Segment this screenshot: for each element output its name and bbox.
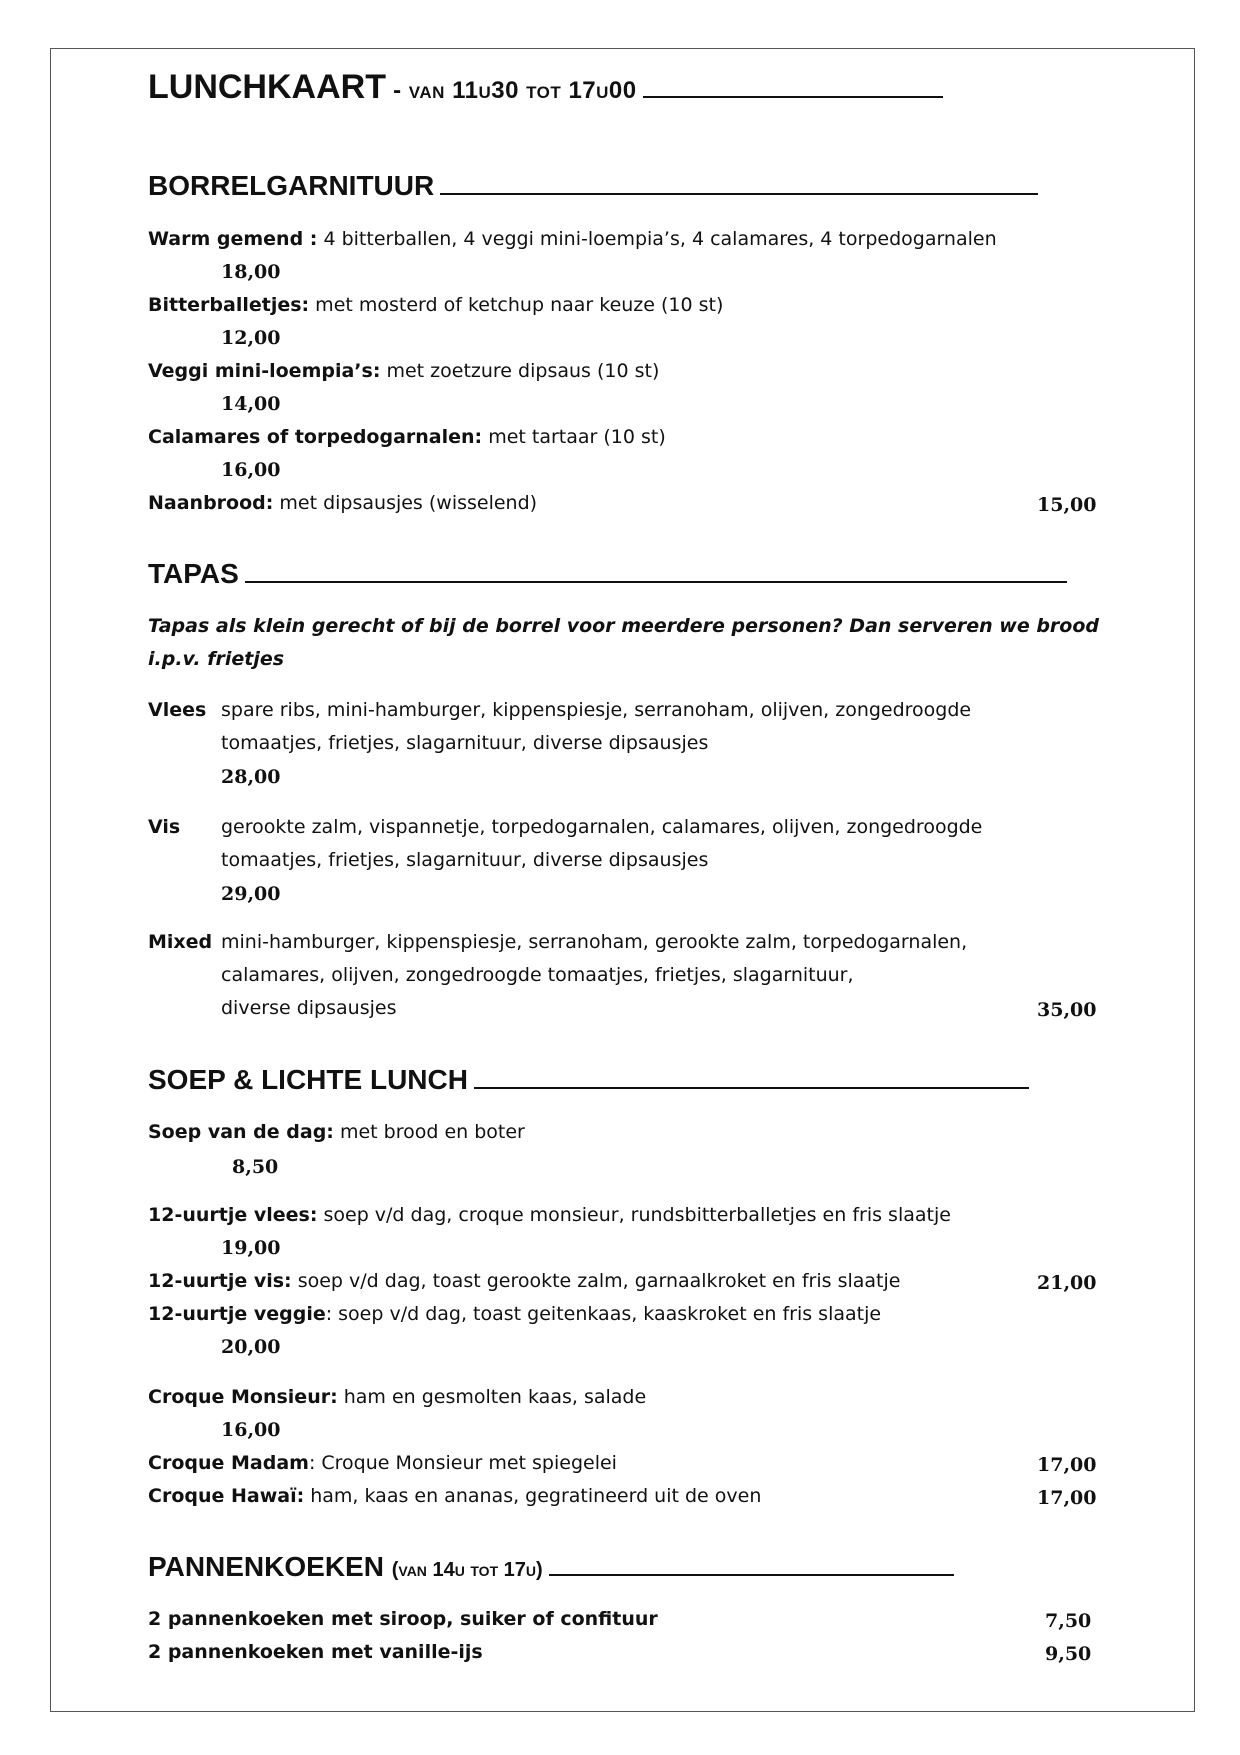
menu-item (148, 360, 659, 382)
section-heading-borrel (148, 170, 1038, 202)
item-price: 28,00 (221, 766, 281, 788)
item-desc: 4 bitterballen, 4 veggi mini-loempia’s, 4 calamares, 4 torpedogarnalen (317, 228, 997, 250)
item-price: 18,00 (221, 261, 281, 283)
item-desc: ham, kaas en ananas, gegratineerd uit de oven (304, 1485, 762, 1507)
item-price: 16,00 (221, 1419, 281, 1441)
item-name: Naanbrood: (148, 492, 274, 514)
item-desc: tomaatjes, frietjes, slagarnituur, diverse dipsausjes (221, 732, 709, 754)
item-name: 2 pannenkoeken met vanille-ijs (148, 1641, 483, 1663)
heading-text: SOEP & LICHTE LUNCH (148, 1064, 468, 1095)
item-name: Croque Monsieur: (148, 1386, 338, 1408)
item-price: 16,00 (221, 459, 281, 481)
item-desc: met zoetzure dipsaus (10 st) (380, 360, 660, 382)
item-desc: : soep v/d dag, toast geitenkaas, kaaskroket en fris slaatje (325, 1303, 882, 1325)
item-name: Warm gemend : (148, 228, 318, 250)
item-name: Croque Madam (148, 1452, 309, 1474)
menu-item (148, 1270, 900, 1292)
item-desc: met mosterd of ketchup naar keuze (10 st) (309, 294, 724, 316)
section-heading-pannenkoeken (148, 1551, 954, 1583)
menu-item (148, 426, 666, 448)
item-name: Veggi mini-loempia’s: (148, 360, 381, 382)
item-desc: : Croque Monsieur met spiegelei (308, 1452, 617, 1474)
menu-item (148, 1608, 658, 1630)
heading-text: PANNENKOEKEN (148, 1551, 384, 1582)
menu-item (148, 1303, 881, 1325)
section-heading-soep (148, 1064, 1029, 1096)
heading-text: TAPAS (148, 558, 239, 589)
item-price: 19,00 (221, 1237, 281, 1259)
item-desc: met brood en boter (333, 1121, 525, 1143)
item-name: Calamares of torpedogarnalen: (148, 426, 483, 448)
item-desc: tomaatjes, frietjes, slagarnituur, diverse dipsausjes (221, 849, 709, 871)
menu-item (148, 228, 997, 250)
item-price: 7,50 (1045, 1610, 1092, 1632)
item-desc: met dipsausjes (wisselend) (273, 492, 538, 514)
menu-item (148, 1121, 525, 1143)
tapas-intro: Tapas als klein gerecht of bij de borrel voor meerdere personen? Dan serveren we brood (148, 615, 1100, 637)
item-desc: soep v/d dag, toast gerookte zalm, garnaalkroket en fris slaatje (291, 1270, 901, 1292)
item-name: 2 pannenkoeken met siroop, suiker of confituur (148, 1608, 658, 1630)
item-desc: calamares, olijven, zongedroogde tomaatjes, frietjes, slagarnituur, (221, 964, 854, 986)
menu-item (148, 1641, 483, 1663)
item-name: Croque Hawaï: (148, 1485, 305, 1507)
item-price: 14,00 (221, 393, 281, 415)
menu-item (148, 1485, 761, 1507)
menu-item (148, 1386, 646, 1408)
item-price: 15,00 (1037, 494, 1097, 516)
item-desc: diverse dipsausjes (221, 997, 397, 1019)
heading-rule (245, 581, 1067, 583)
item-name: Bitterballetjes: (148, 294, 310, 316)
menu-item (148, 492, 537, 514)
tapas-label: Vis (148, 816, 181, 838)
tapas-label: Vlees (148, 699, 207, 721)
item-name: Soep van de dag: (148, 1121, 334, 1143)
item-price: 29,00 (221, 883, 281, 905)
item-price: 35,00 (1037, 999, 1097, 1021)
item-desc: met tartaar (10 st) (482, 426, 666, 448)
section-heading-tapas (148, 558, 1067, 590)
item-desc: ham en gesmolten kaas, salade (337, 1386, 647, 1408)
menu-item (148, 294, 723, 316)
menu-item (148, 1204, 951, 1226)
heading-rule (440, 193, 1038, 195)
item-price: 12,00 (221, 327, 281, 349)
item-price: 17,00 (1037, 1487, 1097, 1509)
item-desc: gerookte zalm, vispannetje, torpedogarnalen, calamares, olijven, zongedroogde (221, 816, 983, 838)
item-name: 12-uurtje vlees: (148, 1204, 318, 1226)
tapas-label: Mixed (148, 931, 213, 953)
item-price: 9,50 (1045, 1643, 1092, 1665)
title-rule (643, 96, 943, 98)
heading-sub: (van 14u tot 17u) (391, 1559, 543, 1581)
item-name: 12-uurtje vis: (148, 1270, 292, 1292)
item-price: 17,00 (1037, 1454, 1097, 1476)
title-sub: - van 11u30 tot 17u00 (385, 77, 637, 104)
heading-text: BORRELGARNITUUR (148, 170, 435, 201)
item-name: 12-uurtje veggie (148, 1303, 326, 1325)
menu-item (148, 1452, 617, 1474)
tapas-intro: i.p.v. frietjes (148, 648, 285, 670)
item-price: 21,00 (1037, 1272, 1097, 1294)
item-desc: spare ribs, mini-hamburger, kippenspiesje, serranoham, olijven, zongedroogde (221, 699, 972, 721)
item-desc: soep v/d dag, croque monsieur, rundsbitterballetjes en fris slaatje (317, 1204, 951, 1226)
page-title (148, 68, 943, 107)
item-desc: mini-hamburger, kippenspiesje, serranoham, gerookte zalm, torpedogarnalen, (221, 931, 968, 953)
heading-rule (549, 1574, 954, 1576)
item-price: 20,00 (221, 1336, 281, 1358)
title-main: LUNCHKAART (148, 68, 386, 106)
heading-rule (474, 1087, 1029, 1089)
item-price: 8,50 (232, 1156, 279, 1178)
